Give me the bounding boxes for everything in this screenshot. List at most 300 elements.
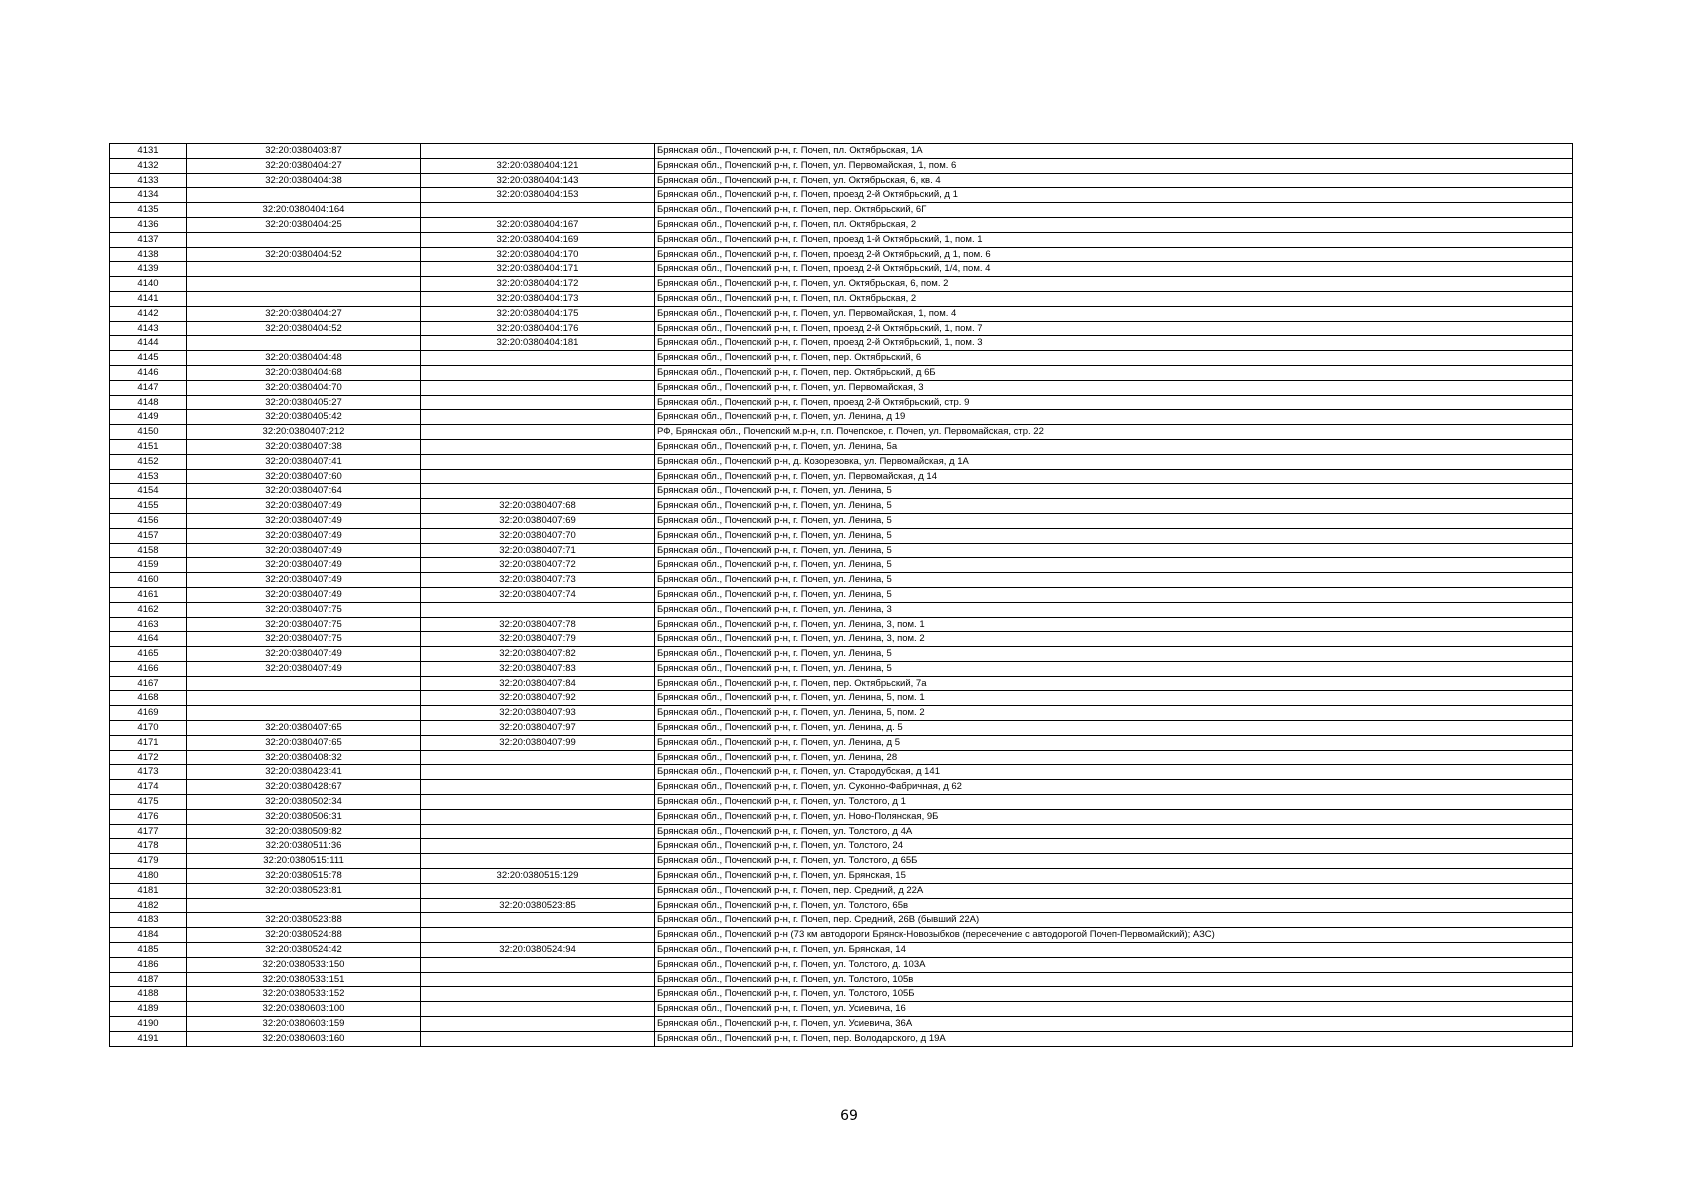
row-number-cell: 4177 (110, 824, 187, 839)
cadastral-number-cell: 32:20:0380404:27 (187, 306, 421, 321)
cadastral-number-cell: 32:20:0380404:38 (187, 173, 421, 188)
page-number: 69 (840, 1108, 858, 1124)
property-register-table (109, 143, 1573, 1047)
linked-cadastral-number-cell: 32:20:0380515:129 (421, 869, 655, 884)
cadastral-number-cell: 32:20:0380407:65 (187, 721, 421, 736)
linked-cadastral-number-cell (421, 351, 655, 366)
linked-cadastral-number-cell (421, 913, 655, 928)
cadastral-number-cell: 32:20:0380523:81 (187, 883, 421, 898)
address-cell: Брянская обл., Почепский р-н, г. Почеп, ул. Ленина, 3, пом. 1 (655, 617, 1573, 632)
address-cell: Брянская обл., Почепский р-н, г. Почеп, ул. Ленина, 5 (655, 661, 1573, 676)
table-row (110, 513, 1573, 528)
table-row (110, 795, 1573, 810)
linked-cadastral-number-cell: 32:20:0380407:73 (421, 573, 655, 588)
address-cell: Брянская обл., Почепский р-н, г. Почеп, проезд 1-й Октябрьский, 1, пом. 1 (655, 232, 1573, 247)
row-number-cell: 4144 (110, 336, 187, 351)
cadastral-number-cell: 32:20:0380404:48 (187, 351, 421, 366)
linked-cadastral-number-cell (421, 454, 655, 469)
table-row (110, 839, 1573, 854)
cadastral-number-cell: 32:20:0380407:49 (187, 587, 421, 602)
row-number-cell: 4140 (110, 277, 187, 292)
address-cell: РФ, Брянская обл., Почепский м.р-н, г.п. Почепское, г. Почеп, ул. Первомайская, стр. 22 (655, 425, 1573, 440)
linked-cadastral-number-cell: 32:20:0380404:175 (421, 306, 655, 321)
row-number-cell: 4151 (110, 439, 187, 454)
address-cell: Брянская обл., Почепский р-н, г. Почеп, проезд 2-й Октябрьский, 1/4, пом. 4 (655, 262, 1573, 277)
linked-cadastral-number-cell: 32:20:0380407:83 (421, 661, 655, 676)
table-row (110, 1017, 1573, 1032)
row-number-cell: 4141 (110, 291, 187, 306)
cadastral-number-cell (187, 898, 421, 913)
row-number-cell: 4180 (110, 869, 187, 884)
table-row (110, 439, 1573, 454)
table-row (110, 691, 1573, 706)
linked-cadastral-number-cell (421, 425, 655, 440)
cadastral-number-cell: 32:20:0380407:49 (187, 647, 421, 662)
linked-cadastral-number-cell: 32:20:0380407:74 (421, 587, 655, 602)
linked-cadastral-number-cell (421, 780, 655, 795)
row-number-cell: 4181 (110, 883, 187, 898)
table-row (110, 158, 1573, 173)
address-cell: Брянская обл., Почепский р-н, г. Почеп, ул. Ленина, 5 (655, 647, 1573, 662)
table-row (110, 277, 1573, 292)
table-row (110, 647, 1573, 662)
address-cell: Брянская обл., Почепский р-н, г. Почеп, ул. Первомайская, д 14 (655, 469, 1573, 484)
cadastral-number-cell: 32:20:0380524:42 (187, 943, 421, 958)
row-number-cell: 4172 (110, 750, 187, 765)
address-cell: Брянская обл., Почепский р-н, г. Почеп, ул. Первомайская, 1, пом. 6 (655, 158, 1573, 173)
row-number-cell: 4153 (110, 469, 187, 484)
row-number-cell: 4170 (110, 721, 187, 736)
table-row (110, 780, 1573, 795)
table-row (110, 291, 1573, 306)
table-row (110, 454, 1573, 469)
table-row (110, 750, 1573, 765)
table-row (110, 602, 1573, 617)
row-number-cell: 4168 (110, 691, 187, 706)
cadastral-number-cell: 32:20:0380405:42 (187, 410, 421, 425)
row-number-cell: 4132 (110, 158, 187, 173)
linked-cadastral-number-cell: 32:20:0380407:82 (421, 647, 655, 662)
table-row (110, 632, 1573, 647)
address-cell: Брянская обл., Почепский р-н, г. Почеп, ул. Ленина, 3, пом. 2 (655, 632, 1573, 647)
address-cell: Брянская обл., Почепский р-н, г. Почеп, ул. Стародубская, д 141 (655, 765, 1573, 780)
table-row (110, 380, 1573, 395)
table-row (110, 587, 1573, 602)
cadastral-number-cell: 32:20:0380403:87 (187, 144, 421, 159)
row-number-cell: 4143 (110, 321, 187, 336)
address-cell: Брянская обл., Почепский р-н, г. Почеп, ул. Первомайская, 3 (655, 380, 1573, 395)
linked-cadastral-number-cell (421, 410, 655, 425)
row-number-cell: 4186 (110, 957, 187, 972)
address-cell: Брянская обл., Почепский р-н, г. Почеп, ул. Толстого, д. 103А (655, 957, 1573, 972)
row-number-cell: 4175 (110, 795, 187, 810)
table-row (110, 395, 1573, 410)
row-number-cell: 4182 (110, 898, 187, 913)
cadastral-number-cell: 32:20:0380407:49 (187, 558, 421, 573)
cadastral-number-cell: 32:20:0380407:212 (187, 425, 421, 440)
row-number-cell: 4185 (110, 943, 187, 958)
address-cell: Брянская обл., Почепский р-н, г. Почеп, пер. Октябрьский, 6Г (655, 203, 1573, 218)
linked-cadastral-number-cell (421, 957, 655, 972)
address-cell: Брянская обл., Почепский р-н, г. Почеп, ул. Усиевича, 16 (655, 1002, 1573, 1017)
cadastral-number-cell: 32:20:0380407:49 (187, 528, 421, 543)
row-number-cell: 4179 (110, 854, 187, 869)
linked-cadastral-number-cell: 32:20:0380407:99 (421, 735, 655, 750)
row-number-cell: 4159 (110, 558, 187, 573)
row-number-cell: 4171 (110, 735, 187, 750)
cadastral-number-cell: 32:20:0380511:36 (187, 839, 421, 854)
linked-cadastral-number-cell: 32:20:0380404:167 (421, 217, 655, 232)
address-cell: Брянская обл., Почепский р-н, г. Почеп, ул. Ленина, 5, пом. 1 (655, 691, 1573, 706)
cadastral-number-cell: 32:20:0380533:151 (187, 972, 421, 987)
row-number-cell: 4174 (110, 780, 187, 795)
table-row (110, 883, 1573, 898)
address-cell: Брянская обл., Почепский р-н, г. Почеп, проезд 2-й Октябрьский, 1, пом. 3 (655, 336, 1573, 351)
linked-cadastral-number-cell (421, 439, 655, 454)
cadastral-number-cell: 32:20:0380523:88 (187, 913, 421, 928)
cadastral-number-cell: 32:20:0380407:60 (187, 469, 421, 484)
linked-cadastral-number-cell: 32:20:0380404:181 (421, 336, 655, 351)
row-number-cell: 4154 (110, 484, 187, 499)
linked-cadastral-number-cell: 32:20:0380404:169 (421, 232, 655, 247)
cadastral-number-cell: 32:20:0380407:75 (187, 617, 421, 632)
address-cell: Брянская обл., Почепский р-н, г. Почеп, ул. Ленина, 5, пом. 2 (655, 706, 1573, 721)
cadastral-number-cell: 32:20:0380533:150 (187, 957, 421, 972)
linked-cadastral-number-cell (421, 1002, 655, 1017)
row-number-cell: 4191 (110, 1031, 187, 1046)
address-cell: Брянская обл., Почепский р-н, г. Почеп, ул. Брянская, 15 (655, 869, 1573, 884)
table-row (110, 869, 1573, 884)
linked-cadastral-number-cell: 32:20:0380407:72 (421, 558, 655, 573)
linked-cadastral-number-cell: 32:20:0380404:153 (421, 188, 655, 203)
address-cell: Брянская обл., Почепский р-н, г. Почеп, пл. Октябрьская, 1А (655, 144, 1573, 159)
table-row (110, 721, 1573, 736)
row-number-cell: 4157 (110, 528, 187, 543)
address-cell: Брянская обл., Почепский р-н, г. Почеп, ул. Ленина, 5 (655, 543, 1573, 558)
linked-cadastral-number-cell (421, 928, 655, 943)
linked-cadastral-number-cell: 32:20:0380407:92 (421, 691, 655, 706)
table-row (110, 365, 1573, 380)
linked-cadastral-number-cell (421, 824, 655, 839)
cadastral-number-cell: 32:20:0380509:82 (187, 824, 421, 839)
address-cell: Брянская обл., Почепский р-н, д. Козорезовка, ул. Первомайская, д 1А (655, 454, 1573, 469)
linked-cadastral-number-cell: 32:20:0380404:173 (421, 291, 655, 306)
address-cell: Брянская обл., Почепский р-н, г. Почеп, ул. Ленина, 5 (655, 528, 1573, 543)
table-row (110, 558, 1573, 573)
linked-cadastral-number-cell: 32:20:0380407:71 (421, 543, 655, 558)
table-row (110, 898, 1573, 913)
table-row (110, 425, 1573, 440)
table-row (110, 306, 1573, 321)
table-row (110, 957, 1573, 972)
cadastral-number-cell: 32:20:0380407:49 (187, 499, 421, 514)
linked-cadastral-number-cell (421, 1031, 655, 1046)
linked-cadastral-number-cell (421, 839, 655, 854)
table-row (110, 188, 1573, 203)
row-number-cell: 4134 (110, 188, 187, 203)
row-number-cell: 4146 (110, 365, 187, 380)
linked-cadastral-number-cell: 32:20:0380407:79 (421, 632, 655, 647)
linked-cadastral-number-cell (421, 380, 655, 395)
cadastral-number-cell: 32:20:0380515:78 (187, 869, 421, 884)
address-cell: Брянская обл., Почепский р-н, г. Почеп, ул. Толстого, д 65Б (655, 854, 1573, 869)
row-number-cell: 4167 (110, 676, 187, 691)
table-row (110, 706, 1573, 721)
cadastral-number-cell: 32:20:0380407:49 (187, 543, 421, 558)
row-number-cell: 4133 (110, 173, 187, 188)
row-number-cell: 4150 (110, 425, 187, 440)
row-number-cell: 4176 (110, 809, 187, 824)
table-row (110, 661, 1573, 676)
address-cell: Брянская обл., Почепский р-н, г. Почеп, ул. Толстого, д 4А (655, 824, 1573, 839)
table-row (110, 232, 1573, 247)
linked-cadastral-number-cell: 32:20:0380404:172 (421, 277, 655, 292)
linked-cadastral-number-cell: 32:20:0380524:94 (421, 943, 655, 958)
cadastral-number-cell: 32:20:0380407:75 (187, 632, 421, 647)
address-cell: Брянская обл., Почепский р-н, г. Почеп, ул. Ленина, 28 (655, 750, 1573, 765)
address-cell: Брянская обл., Почепский р-н, г. Почеп, пер. Средний, 26В (бывший 22А) (655, 913, 1573, 928)
cadastral-number-cell: 32:20:0380404:68 (187, 365, 421, 380)
address-cell: Брянская обл., Почепский р-н, г. Почеп, ул. Толстого, д 1 (655, 795, 1573, 810)
cadastral-number-cell (187, 676, 421, 691)
cadastral-number-cell: 32:20:0380524:88 (187, 928, 421, 943)
row-number-cell: 4164 (110, 632, 187, 647)
linked-cadastral-number-cell (421, 395, 655, 410)
row-number-cell: 4137 (110, 232, 187, 247)
table-row (110, 1031, 1573, 1046)
linked-cadastral-number-cell: 32:20:0380404:143 (421, 173, 655, 188)
address-cell: Брянская обл., Почепский р-н, г. Почеп, проезд 2-й Октябрьский, д 1 (655, 188, 1573, 203)
address-cell: Брянская обл., Почепский р-н, г. Почеп, ул. Ново-Полянская, 9Б (655, 809, 1573, 824)
cadastral-number-cell: 32:20:0380407:64 (187, 484, 421, 499)
linked-cadastral-number-cell: 32:20:0380407:97 (421, 721, 655, 736)
address-cell: Брянская обл., Почепский р-н, г. Почеп, проезд 2-й Октябрьский, стр. 9 (655, 395, 1573, 410)
linked-cadastral-number-cell: 32:20:0380407:84 (421, 676, 655, 691)
cadastral-number-cell: 32:20:0380407:49 (187, 573, 421, 588)
row-number-cell: 4145 (110, 351, 187, 366)
linked-cadastral-number-cell: 32:20:0380404:121 (421, 158, 655, 173)
row-number-cell: 4136 (110, 217, 187, 232)
cadastral-number-cell (187, 188, 421, 203)
row-number-cell: 4148 (110, 395, 187, 410)
row-number-cell: 4188 (110, 987, 187, 1002)
cadastral-number-cell: 32:20:0380407:38 (187, 439, 421, 454)
cadastral-number-cell: 32:20:0380407:49 (187, 513, 421, 528)
table-row (110, 765, 1573, 780)
row-number-cell: 4142 (110, 306, 187, 321)
linked-cadastral-number-cell (421, 765, 655, 780)
row-number-cell: 4156 (110, 513, 187, 528)
address-cell: Брянская обл., Почепский р-н, г. Почеп, ул. Ленина, 3 (655, 602, 1573, 617)
cadastral-number-cell: 32:20:0380506:31 (187, 809, 421, 824)
cadastral-number-cell: 32:20:0380603:100 (187, 1002, 421, 1017)
table-row (110, 336, 1573, 351)
linked-cadastral-number-cell: 32:20:0380407:68 (421, 499, 655, 514)
cadastral-number-cell: 32:20:0380404:70 (187, 380, 421, 395)
table-row (110, 617, 1573, 632)
row-number-cell: 4158 (110, 543, 187, 558)
row-number-cell: 4189 (110, 1002, 187, 1017)
address-cell: Брянская обл., Почепский р-н, г. Почеп, пл. Октябрьская, 2 (655, 217, 1573, 232)
table-row (110, 676, 1573, 691)
row-number-cell: 4152 (110, 454, 187, 469)
linked-cadastral-number-cell: 32:20:0380404:176 (421, 321, 655, 336)
table-row (110, 735, 1573, 750)
table-row (110, 173, 1573, 188)
cadastral-number-cell: 32:20:0380603:160 (187, 1031, 421, 1046)
row-number-cell: 4131 (110, 144, 187, 159)
cadastral-number-cell: 32:20:0380405:27 (187, 395, 421, 410)
linked-cadastral-number-cell (421, 854, 655, 869)
cadastral-number-cell: 32:20:0380533:152 (187, 987, 421, 1002)
linked-cadastral-number-cell (421, 809, 655, 824)
linked-cadastral-number-cell (421, 469, 655, 484)
linked-cadastral-number-cell (421, 795, 655, 810)
linked-cadastral-number-cell (421, 987, 655, 1002)
address-cell: Брянская обл., Почепский р-н, г. Почеп, пл. Октябрьская, 2 (655, 291, 1573, 306)
address-cell: Брянская обл., Почепский р-н, г. Почеп, пер. Средний, д 22А (655, 883, 1573, 898)
address-cell: Брянская обл., Почепский р-н, г. Почеп, ул. Толстого, 105Б (655, 987, 1573, 1002)
address-cell: Брянская обл., Почепский р-н, г. Почеп, ул. Октябрьская, 6, пом. 2 (655, 277, 1573, 292)
table-row (110, 943, 1573, 958)
table-row (110, 1002, 1573, 1017)
address-cell: Брянская обл., Почепский р-н, г. Почеп, пер. Октябрьский, 6 (655, 351, 1573, 366)
address-cell: Брянская обл., Почепский р-н, г. Почеп, ул. Брянская, 14 (655, 943, 1573, 958)
address-cell: Брянская обл., Почепский р-н, г. Почеп, пер. Октябрьский, д 6Б (655, 365, 1573, 380)
cadastral-number-cell (187, 262, 421, 277)
table-row (110, 262, 1573, 277)
row-number-cell: 4183 (110, 913, 187, 928)
address-cell: Брянская обл., Почепский р-н, г. Почеп, ул. Толстого, 24 (655, 839, 1573, 854)
address-cell: Брянская обл., Почепский р-н, г. Почеп, ул. Толстого, 105в (655, 972, 1573, 987)
address-cell: Брянская обл., Почепский р-н, г. Почеп, ул. Толстого, 65в (655, 898, 1573, 913)
table-row (110, 854, 1573, 869)
table-row (110, 928, 1573, 943)
cadastral-number-cell (187, 336, 421, 351)
table-row (110, 247, 1573, 262)
row-number-cell: 4139 (110, 262, 187, 277)
table-row (110, 351, 1573, 366)
cadastral-number-cell: 32:20:0380407:49 (187, 661, 421, 676)
cadastral-number-cell (187, 232, 421, 247)
cadastral-number-cell: 32:20:0380404:52 (187, 247, 421, 262)
linked-cadastral-number-cell (421, 750, 655, 765)
table-row (110, 543, 1573, 558)
linked-cadastral-number-cell (421, 365, 655, 380)
address-cell: Брянская обл., Почепский р-н, г. Почеп, пер. Володарского, д 19А (655, 1031, 1573, 1046)
linked-cadastral-number-cell: 32:20:0380407:93 (421, 706, 655, 721)
cadastral-number-cell: 32:20:0380423:41 (187, 765, 421, 780)
linked-cadastral-number-cell: 32:20:0380407:78 (421, 617, 655, 632)
linked-cadastral-number-cell: 32:20:0380404:171 (421, 262, 655, 277)
table-row (110, 469, 1573, 484)
linked-cadastral-number-cell (421, 144, 655, 159)
cadastral-number-cell: 32:20:0380407:65 (187, 735, 421, 750)
row-number-cell: 4166 (110, 661, 187, 676)
cadastral-number-cell: 32:20:0380404:164 (187, 203, 421, 218)
cadastral-number-cell: 32:20:0380407:41 (187, 454, 421, 469)
linked-cadastral-number-cell (421, 1017, 655, 1032)
address-cell: Брянская обл., Почепский р-н, г. Почеп, ул. Ленина, 5 (655, 573, 1573, 588)
address-cell: Брянская обл., Почепский р-н, г. Почеп, ул. Ленина, 5 (655, 558, 1573, 573)
row-number-cell: 4162 (110, 602, 187, 617)
row-number-cell: 4135 (110, 203, 187, 218)
cadastral-number-cell: 32:20:0380408:32 (187, 750, 421, 765)
cadastral-number-cell: 32:20:0380502:34 (187, 795, 421, 810)
table-row (110, 203, 1573, 218)
linked-cadastral-number-cell: 32:20:0380523:85 (421, 898, 655, 913)
register-table-body (110, 144, 1573, 1047)
address-cell: Брянская обл., Почепский р-н, г. Почеп, ул. Первомайская, 1, пом. 4 (655, 306, 1573, 321)
address-cell: Брянская обл., Почепский р-н, г. Почеп, ул. Усиевича, 36А (655, 1017, 1573, 1032)
address-cell: Брянская обл., Почепский р-н, г. Почеп, ул. Ленина, 5 (655, 499, 1573, 514)
row-number-cell: 4160 (110, 573, 187, 588)
address-cell: Брянская обл., Почепский р-н, г. Почеп, ул. Суконно-Фабричная, д 62 (655, 780, 1573, 795)
address-cell: Брянская обл., Почепский р-н, г. Почеп, ул. Ленина, д 19 (655, 410, 1573, 425)
row-number-cell: 4184 (110, 928, 187, 943)
table-row (110, 972, 1573, 987)
table-row (110, 484, 1573, 499)
cadastral-number-cell: 32:20:0380404:52 (187, 321, 421, 336)
cadastral-number-cell (187, 291, 421, 306)
row-number-cell: 4178 (110, 839, 187, 854)
row-number-cell: 4169 (110, 706, 187, 721)
cadastral-number-cell: 32:20:0380404:25 (187, 217, 421, 232)
address-cell: Брянская обл., Почепский р-н, г. Почеп, проезд 2-й Октябрьский, д 1, пом. 6 (655, 247, 1573, 262)
linked-cadastral-number-cell: 32:20:0380407:70 (421, 528, 655, 543)
cadastral-number-cell: 32:20:0380515:111 (187, 854, 421, 869)
address-cell: Брянская обл., Почепский р-н, г. Почеп, ул. Ленина, д. 5 (655, 721, 1573, 736)
row-number-cell: 4187 (110, 972, 187, 987)
address-cell: Брянская обл., Почепский р-н, г. Почеп, пер. Октябрьский, 7а (655, 676, 1573, 691)
row-number-cell: 4165 (110, 647, 187, 662)
row-number-cell: 4155 (110, 499, 187, 514)
row-number-cell: 4138 (110, 247, 187, 262)
row-number-cell: 4149 (110, 410, 187, 425)
table-row (110, 410, 1573, 425)
table-row (110, 573, 1573, 588)
cadastral-number-cell: 32:20:0380428:67 (187, 780, 421, 795)
linked-cadastral-number-cell (421, 602, 655, 617)
table-row (110, 321, 1573, 336)
cadastral-number-cell (187, 691, 421, 706)
address-cell: Брянская обл., Почепский р-н, г. Почеп, ул. Ленина, 5а (655, 439, 1573, 454)
table-row (110, 913, 1573, 928)
cadastral-number-cell (187, 706, 421, 721)
address-cell: Брянская обл., Почепский р-н, г. Почеп, ул. Ленина, 5 (655, 513, 1573, 528)
address-cell: Брянская обл., Почепский р-н, г. Почеп, ул. Ленина, д 5 (655, 735, 1573, 750)
linked-cadastral-number-cell (421, 972, 655, 987)
linked-cadastral-number-cell (421, 484, 655, 499)
table-row (110, 528, 1573, 543)
row-number-cell: 4147 (110, 380, 187, 395)
table-row (110, 987, 1573, 1002)
linked-cadastral-number-cell: 32:20:0380404:170 (421, 247, 655, 262)
table-row (110, 499, 1573, 514)
row-number-cell: 4163 (110, 617, 187, 632)
address-cell: Брянская обл., Почепский р-н (73 км автодороги Брянск-Новозыбков (пересечение с автодорогой Почеп-Первомайский); АЗС) (655, 928, 1573, 943)
cadastral-number-cell (187, 277, 421, 292)
row-number-cell: 4161 (110, 587, 187, 602)
cadastral-number-cell: 32:20:0380404:27 (187, 158, 421, 173)
linked-cadastral-number-cell (421, 883, 655, 898)
row-number-cell: 4173 (110, 765, 187, 780)
address-cell: Брянская обл., Почепский р-н, г. Почеп, ул. Ленина, 5 (655, 587, 1573, 602)
table-row (110, 217, 1573, 232)
cadastral-number-cell: 32:20:0380407:75 (187, 602, 421, 617)
linked-cadastral-number-cell: 32:20:0380407:69 (421, 513, 655, 528)
address-cell: Брянская обл., Почепский р-н, г. Почеп, ул. Ленина, 5 (655, 484, 1573, 499)
